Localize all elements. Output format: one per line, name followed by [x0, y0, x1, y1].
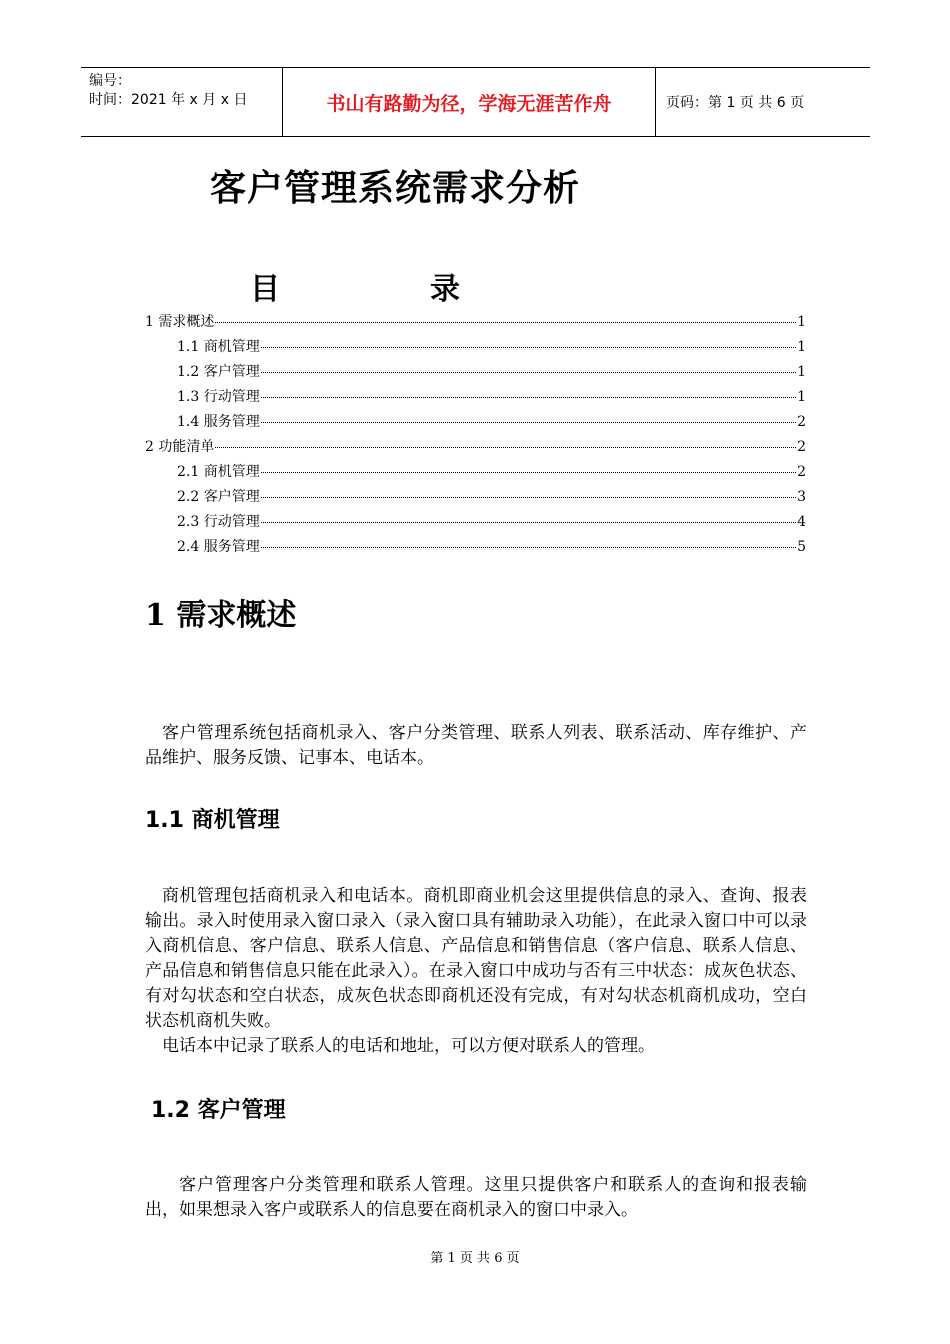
section-1-1-para-2: 电话本中记录了联系人的电话和地址，可以方便对联系人的管理。 — [162, 1036, 655, 1056]
toc-entry-page: 1 — [797, 364, 806, 380]
toc-entry-label: 2.4 服务管理 — [177, 539, 260, 555]
section-1-1-para-1: 商机管理包括商机录入和电话本。商机即商业机会这里提供信息的录入、查询、报表输出。录入时使用录入窗口录入（录入窗口具有辅助录入功能），在此录入窗口中可以录入商机信息、客户信息、联系人信息、产品信息和销售信息（客户信息、联系人信息、产品信息和销售信息只能在此录入）。在录入窗口中成功与否有三中状态：成灰色状态、有对勾状态和空白状态，成灰色状态即商机还没有完成，有对勾状态机商机成功，空白状态机商机失败。 — [145, 886, 807, 1031]
toc-entry-page: 3 — [797, 489, 806, 505]
toc-entry[interactable] — [145, 361, 806, 386]
toc-entry[interactable] — [145, 536, 806, 561]
header-motto: 书山有路勤为径，学海无涯苦作舟 — [283, 68, 656, 136]
toc-entry[interactable] — [145, 511, 806, 536]
toc-leader — [215, 322, 796, 323]
header-time: 时间：2021 年 x 月 x 日 — [89, 92, 248, 108]
toc-leader — [261, 347, 796, 348]
section-1-2-heading: 1.2 客户管理 — [151, 1098, 286, 1123]
toc-entry[interactable] — [145, 436, 806, 461]
header-number: 编号： — [89, 73, 131, 89]
section-1-intro: 客户管理系统包括商机录入、客户分类管理、联系人列表、联系活动、库存维护、产品维护、服务反馈、记事本、电话本。 — [145, 723, 807, 768]
table-of-contents — [145, 311, 806, 561]
toc-entry-label: 1.3 行动管理 — [177, 389, 260, 405]
toc-leader — [261, 372, 796, 373]
toc-leader — [261, 497, 796, 498]
toc-title-part2: 录 — [430, 272, 460, 307]
toc-entry[interactable] — [145, 311, 806, 336]
page-footer: 第 1 页 共 6 页 — [430, 1251, 520, 1266]
toc-entry-label: 2 功能清单 — [145, 439, 215, 455]
toc-leader — [261, 422, 796, 423]
header-meta — [81, 68, 283, 136]
toc-entry[interactable] — [145, 336, 806, 361]
toc-leader — [261, 522, 796, 523]
toc-leader — [215, 447, 796, 448]
toc-entry-page: 1 — [797, 339, 806, 355]
toc-entry-page: 2 — [797, 414, 806, 430]
header-page-code: 页码：第 1 页 共 6 页 — [666, 95, 805, 111]
toc-leader — [261, 547, 796, 548]
toc-entry-page: 2 — [797, 464, 806, 480]
toc-entry-label: 1.4 服务管理 — [177, 414, 260, 430]
toc-leader — [261, 397, 796, 398]
section-1-heading: 1 需求概述 — [145, 598, 297, 633]
toc-entry-label: 2.2 客户管理 — [177, 489, 260, 505]
toc-entry[interactable] — [145, 386, 806, 411]
section-1-2-para-1: 客户管理客户分类管理和联系人管理。这里只提供客户和联系人的查询和报表输出，如果想录入客户或联系人的信息要在商机录入的窗口中录入。 — [145, 1175, 807, 1220]
toc-entry-label: 1.1 商机管理 — [177, 339, 260, 355]
toc-entry[interactable] — [145, 461, 806, 486]
toc-entry-page: 5 — [797, 539, 806, 555]
toc-title — [250, 264, 460, 308]
toc-leader — [261, 472, 796, 473]
toc-entry-page: 2 — [797, 439, 806, 455]
toc-entry-page: 1 — [797, 389, 806, 405]
page-header — [81, 67, 870, 137]
section-1-1-heading: 1.1 商机管理 — [145, 808, 280, 833]
toc-entry-label: 1 需求概述 — [145, 314, 215, 330]
toc-entry[interactable] — [145, 411, 806, 436]
toc-entry-label: 2.1 商机管理 — [177, 464, 260, 480]
toc-entry-page: 4 — [797, 514, 806, 530]
toc-entry[interactable] — [145, 486, 806, 511]
toc-entry-label: 2.3 行动管理 — [177, 514, 260, 530]
toc-title-part1: 目 — [250, 272, 280, 307]
toc-entry-label: 1.2 客户管理 — [177, 364, 260, 380]
toc-entry-page: 1 — [797, 314, 806, 330]
document-title: 客户管理系统需求分析 — [210, 168, 581, 209]
